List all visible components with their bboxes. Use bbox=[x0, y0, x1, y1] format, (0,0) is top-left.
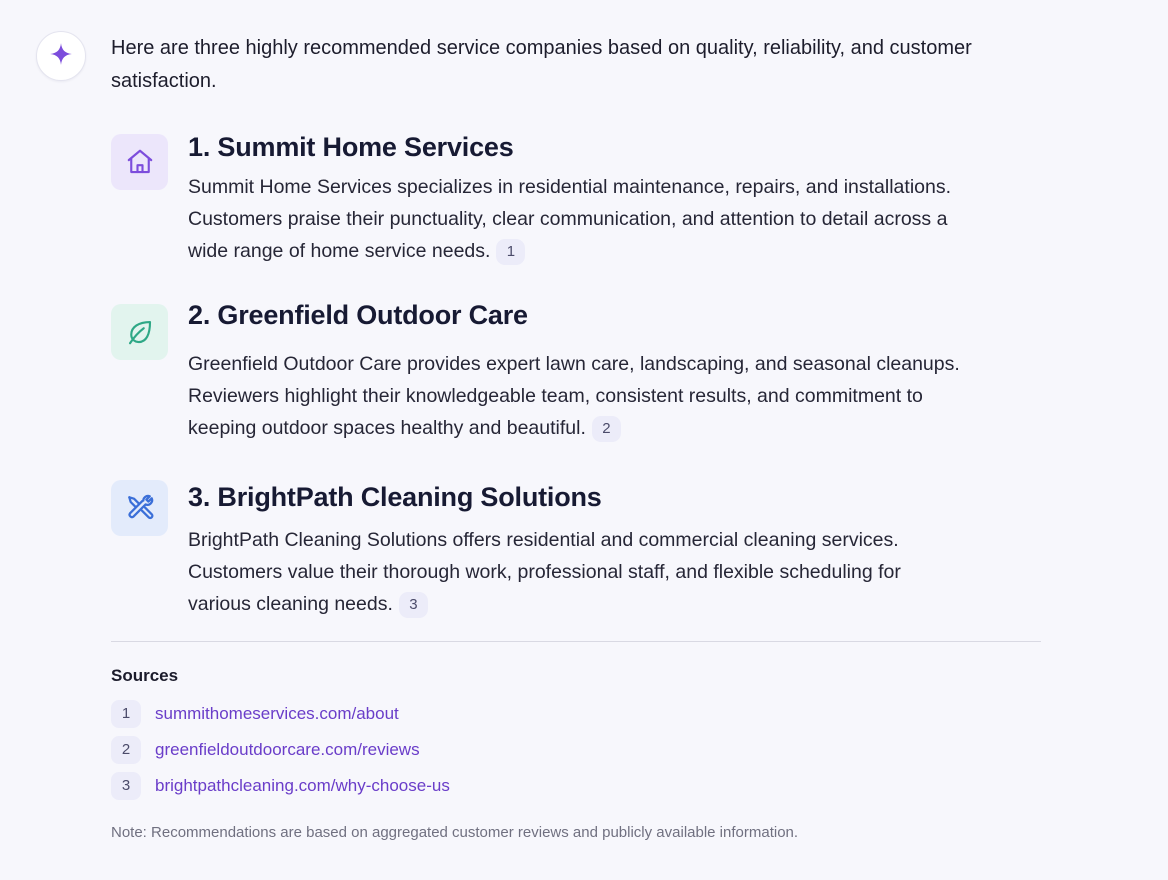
tools-icon bbox=[111, 480, 168, 536]
assistant-avatar bbox=[36, 31, 86, 81]
source-number: 3 bbox=[111, 772, 141, 800]
item-description-text: Summit Home Services specializes in residential maintenance, repairs, and installations. Customers praise their punctuality, clear communication, and attention to detail across a wide range of home service needs. bbox=[188, 176, 952, 262]
source-item bbox=[111, 700, 450, 728]
source-link[interactable]: summithomeservices.com/about bbox=[155, 704, 399, 723]
home-icon bbox=[111, 134, 168, 190]
leaf-icon bbox=[111, 304, 168, 360]
item-description bbox=[188, 171, 988, 267]
item-title: 2. Greenfield Outdoor Care bbox=[188, 300, 528, 330]
source-number: 2 bbox=[111, 736, 141, 764]
disclaimer-note: Note: Recommendations are based on aggregated customer reviews and publicly available information. bbox=[111, 824, 799, 841]
sparkle-icon bbox=[48, 41, 74, 72]
source-link[interactable]: greenfieldoutdoorcare.com/reviews bbox=[155, 740, 420, 759]
intro-text: Here are three highly recommended service companies based on quality, reliability, and customer satisfaction. bbox=[111, 37, 972, 92]
divider bbox=[111, 641, 1041, 642]
citation-badge[interactable]: 1 bbox=[496, 239, 525, 265]
sources-list bbox=[111, 700, 450, 808]
source-number: 1 bbox=[111, 700, 141, 728]
item-description bbox=[188, 348, 988, 444]
sources-heading: Sources bbox=[111, 666, 179, 685]
source-item bbox=[111, 772, 450, 800]
item-title: 1. Summit Home Services bbox=[188, 132, 514, 162]
source-item bbox=[111, 736, 450, 764]
item-description bbox=[188, 524, 928, 620]
source-link[interactable]: brightpathcleaning.com/why-choose-us bbox=[155, 776, 450, 795]
item-description-text: BrightPath Cleaning Solutions offers residential and commercial cleaning services. Customers value their thorough work, professional staff, and flexible scheduling for various cleaning needs. bbox=[188, 529, 901, 615]
citation-badge[interactable]: 2 bbox=[592, 416, 621, 442]
citation-badge[interactable]: 3 bbox=[399, 592, 428, 618]
item-title: 3. BrightPath Cleaning Solutions bbox=[188, 482, 602, 512]
item-description-text: Greenfield Outdoor Care provides expert lawn care, landscaping, and seasonal cleanups. Reviewers highlight their knowledgeable team, consistent results, and commitment to keeping outdoor spaces healthy and beautiful. bbox=[188, 353, 960, 439]
